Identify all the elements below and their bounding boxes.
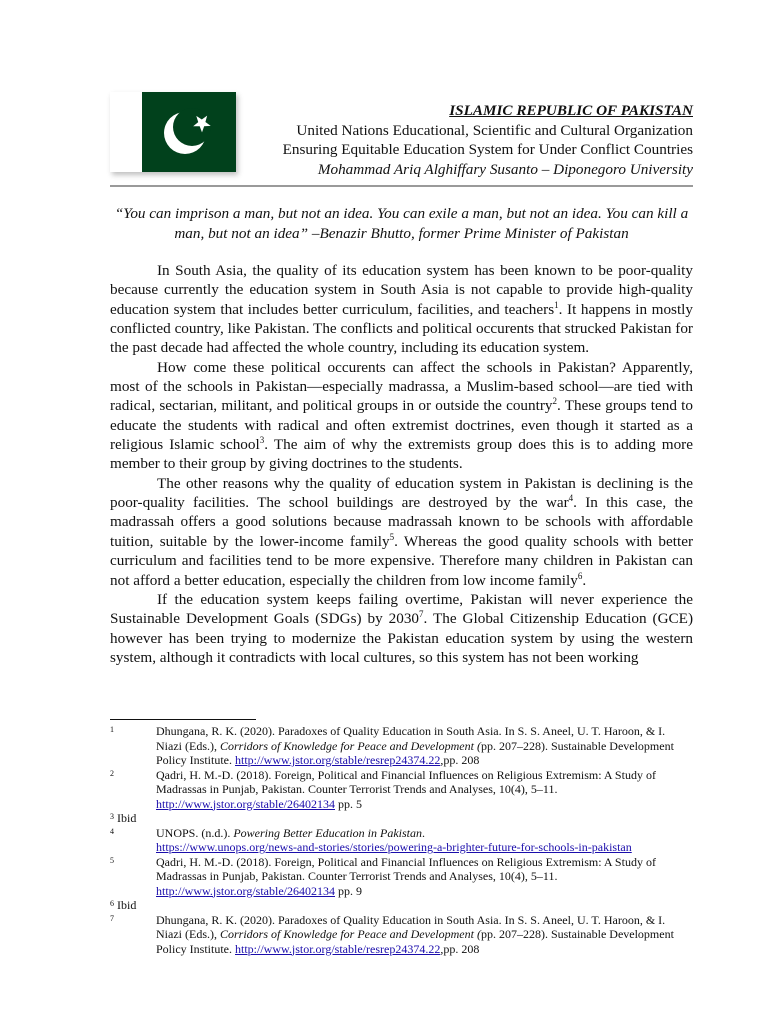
footnote-number: 6 (110, 899, 114, 908)
footnote-link[interactable]: http://www.jstor.org/stable/26402134 (156, 883, 335, 898)
footnote-ref[interactable]: 7 (419, 609, 424, 620)
footnote-7: 7 Dhungana, R. K. (2020). Paradoxes of Quality Education in South Asia. In S. S. Aneel, U. T. Haroon, & I. Niazi (Eds.), Corridors of Knowledge for Peace and Development (pp. 207–228). Sustainable Development Policy Institute. http://www.jstor.org/stable/resrep24374.22,pp. 208 (110, 912, 674, 956)
footnote-ref[interactable]: 4 (568, 493, 574, 504)
footnote-ref[interactable]: 5 (389, 531, 395, 542)
footnote-number: 1 (110, 725, 114, 734)
country-title: ISLAMIC REPUBLIC OF PAKISTAN (449, 102, 693, 119)
body-text (110, 261, 693, 667)
footnote-4: 4 UNOPS. (n.d.). Powering Better Education in Pakistan. https://www.unops.org/news-and-stories/stories/powering-a-brighter-future-for-schools-in-pakistan (110, 825, 632, 854)
pakistan-flag-image (110, 92, 236, 172)
footnote-link[interactable]: http://www.jstor.org/stable/resrep24374.22 (235, 753, 441, 767)
footnote-number: 5 (110, 855, 114, 865)
paragraph-3: The other reasons why the quality of education system in Pakistan is declining is the poor-quality facilities. The school buildings are destroyed by the war$^4$. In this case, the madrassah offers a good solutions because madrassah known to be schools with affordable tuition, suitable by the lower-income family$^5$. Whereas the good quality schools with better curriculum and facilities tend to be more expensive. Therefore many children in Pakistan can not afford a better education, especially the children from low income family$^6$. (110, 474, 693, 589)
footnotes (110, 724, 693, 956)
header-divider (110, 185, 693, 187)
footnote-ref[interactable]: 3 (259, 435, 265, 446)
footnote-number: 4 (110, 826, 114, 836)
footnote-3: 3 Ibid (110, 811, 137, 825)
epigraph-quote: “You can imprison a man, but not an idea. You can exile a man, but not an idea. You can kill a man, but not an idea” –Benazir Bhutto, former Prime Minister of Pakistan (114, 205, 689, 242)
footnote-5: 5 Qadri, H. M.-D. (2018). Foreign, Political and Financial Influences on Religious Extremism: A Study of Madrassas in Punjab, Pakistan. Counter Terrorist Trends and Analyses, 10(4), 5–11. http://www.jstor.org/stable/26402134 pp. 9 (110, 854, 656, 898)
pakistan-flag-icon (110, 92, 236, 172)
footnote-number: 7 (110, 913, 114, 923)
committee-name: United Nations Educational, Scientific and Cultural Organization (296, 121, 693, 139)
paragraph-2: How come these political occurents can affect the schools in Pakistan? Apparently, most of the schools in Pakistan—especially madrassa, a Muslim-based school—are tied with radical, sectarian, militant, and political groups in or outside the country$^2$. These groups tend to educate the students with radical and often extremist doctrines, even though it started as a religious Islamic school$^3$. The aim of why the extremists group does this is to adding more member to their group by giving doctrines to the students. (110, 358, 693, 473)
document-header (283, 101, 693, 179)
footnote-number: 3 (110, 812, 114, 821)
footnote-link[interactable]: https://www.unops.org/news-and-stories/stories/powering-a-brighter-future-for-schools-in-pakistan (156, 840, 632, 854)
footnote-ref[interactable]: 6 (577, 570, 583, 581)
paragraph-1: In South Asia, the quality of its education system has been known to be poor-quality because currently the education system in South Asia is not capable to provide high-quality education system that includes better curriculum, facilities, and teachers$^1$. It happens in mostly conflicted country, like Pakistan. The conflicts and political occurents that strucked Pakistan for the past decade had affected the whole country, including its education system. (110, 262, 693, 357)
paragraph-4: If the education system keeps failing overtime, Pakistan will never experience the Sustainable Development Goals (SDGs) by 2030$^7$. The Global Citizenship Education (GCE) however has been trying to modernize the Pakistan education system by using the western system, although it contradicts with local cultures, so this system has not been working (110, 590, 693, 666)
footnote-separator (110, 719, 256, 720)
footnote-6: 6 Ibid (110, 898, 137, 912)
footnote-number: 2 (110, 768, 114, 778)
footnote-ref[interactable]: 1 (554, 299, 559, 310)
footnote-link[interactable]: http://www.jstor.org/stable/26402134 (156, 796, 335, 811)
footnote-link[interactable]: http://www.jstor.org/stable/resrep24374.22 (235, 941, 441, 956)
footnote-2: 2 Qadri, H. M.-D. (2018). Foreign, Political and Financial Influences on Religious Extremism: A Study of Madrassas in Punjab, Pakistan. Counter Terrorist Trends and Analyses, 10(4), 5–11. http://www.jstor.org/stable/26402134 pp. 5 (110, 767, 656, 811)
topic-title: Ensuring Equitable Education System for Under Conflict Countries (282, 141, 693, 158)
footnote-1: 1 Dhungana, R. K. (2020). Paradoxes of Quality Education in South Asia. In S. S. Aneel, U. T. Haroon, & I. Niazi (Eds.), Corridors of Knowledge for Peace and Development (pp. 207–228). Sustainable Development Policy Institute. http://www.jstor.org/stable/resrep24374.22,pp. 208 (110, 724, 674, 767)
author-line: Mohammad Ariq Alghiffary Susanto – Diponegoro University (317, 160, 693, 178)
footnote-ref[interactable]: 2 (552, 396, 557, 407)
